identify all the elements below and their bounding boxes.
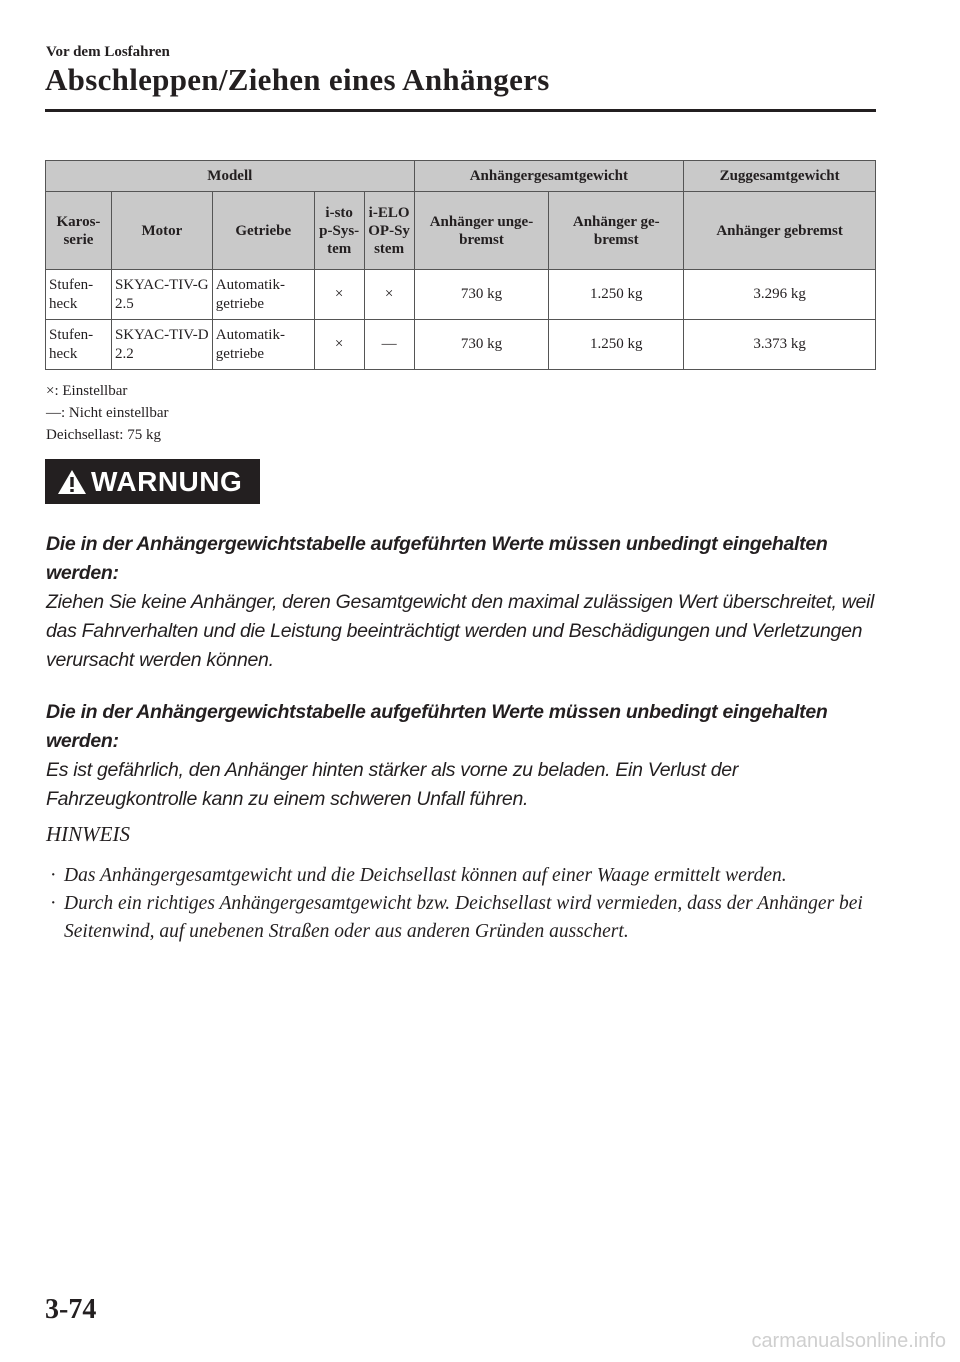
warning-text: Es ist gefährlich, den Anhänger hinten stärker als vorne zu beladen. Ein Verlust der Fahrzeugkontrolle kann zu einem schweren Unfall führen. [46, 759, 739, 810]
bullet-marker: · [50, 865, 57, 886]
warning-triangle-icon [57, 469, 87, 495]
cell-gebremst: 1.250 kg [549, 270, 684, 320]
header-ieloop: i-ELO OP-Sy stem [364, 192, 414, 270]
hinweis-item-text: Das Anhängergesamtgewicht und die Deichsellast können auf einer Waage ermittelt werden. [64, 865, 787, 886]
header-gebremst: Anhänger ge-bremst [549, 192, 684, 270]
cell-karosserie: Stufen-heck [46, 320, 112, 370]
watermark: carmanualsonline.info [751, 1330, 946, 1352]
warning-text: Ziehen Sie keine Anhänger, deren Gesamtgewicht den maximal zulässigen Wert überschreitet, weil das Fahrverhalten und die Leistung beeinträchtigt werden und Beschädigungen und Verletzungen verursacht werden können. [46, 591, 875, 671]
bullet-marker: · [50, 893, 57, 914]
cell-ungebremst: 730 kg [414, 270, 549, 320]
note-deichsellast: Deichsellast: 75 kg [46, 427, 161, 443]
page-title: Abschleppen/Ziehen eines Anhängers [45, 62, 550, 97]
table-row [46, 320, 876, 370]
header-ungebremst: Anhänger unge-bremst [414, 192, 549, 270]
hinweis-title: HINWEIS [46, 822, 130, 846]
cell-motor: SKYAC-TIV-D 2.2 [111, 320, 212, 370]
header-modell: Modell [46, 161, 415, 192]
note-nicht-einstellbar: —: Nicht einstellbar [46, 405, 169, 421]
cell-karosserie: Stufen-heck [46, 270, 112, 320]
cell-ungebremst: 730 kg [414, 320, 549, 370]
header-getriebe: Getriebe [212, 192, 314, 270]
header-karosserie: Karos-serie [46, 192, 112, 270]
page-number: 3-74 [45, 1294, 97, 1325]
trailer-weight-table [45, 160, 876, 370]
note-einstellbar: ×: Einstellbar [46, 383, 128, 399]
table-row [46, 270, 876, 320]
header-motor: Motor [111, 192, 212, 270]
list-item [46, 862, 876, 890]
cell-ieloop: — [364, 320, 414, 370]
hinweis-list [46, 862, 876, 946]
title-rule [45, 109, 876, 112]
hinweis-item-text: Durch ein richtiges Anhängergesamtgewicht bzw. Deichsellast wird vermieden, dass der Anhänger bei Seitenwind, auf unebenen Straßen oder aus anderen Gründen ausschert. [64, 893, 863, 942]
table-notes [46, 380, 168, 446]
warning-body [46, 530, 876, 814]
list-item [46, 890, 876, 946]
cell-zug-gebremst: 3.373 kg [684, 320, 876, 370]
table-group-header-row [46, 161, 876, 192]
cell-istop: × [314, 270, 364, 320]
cell-istop: × [314, 320, 364, 370]
cell-ieloop: × [364, 270, 414, 320]
cell-motor: SKYAC-TIV-G 2.5 [111, 270, 212, 320]
warning-badge [45, 459, 260, 504]
header-zuggesamtgewicht: Zuggesamtgewicht [684, 161, 876, 192]
header-istop: i-sto p-Sys-tem [314, 192, 364, 270]
warning-lead: Die in der Anhängergewichtstabelle aufgeführten Werte müssen unbedingt eingehalten werden: [46, 533, 828, 584]
cell-getriebe: Automatik-getriebe [212, 320, 314, 370]
table-column-header-row [46, 192, 876, 270]
cell-getriebe: Automatik-getriebe [212, 270, 314, 320]
warning-label: WARNUNG [91, 465, 243, 497]
section-label: Vor dem Losfahren [46, 44, 170, 60]
header-zug-gebremst: Anhänger gebremst [684, 192, 876, 270]
header-anhaengergesamtgewicht: Anhängergesamtgewicht [414, 161, 684, 192]
cell-zug-gebremst: 3.296 kg [684, 270, 876, 320]
cell-gebremst: 1.250 kg [549, 320, 684, 370]
warning-lead: Die in der Anhängergewichtstabelle aufgeführten Werte müssen unbedingt eingehalten werden: [46, 701, 828, 752]
